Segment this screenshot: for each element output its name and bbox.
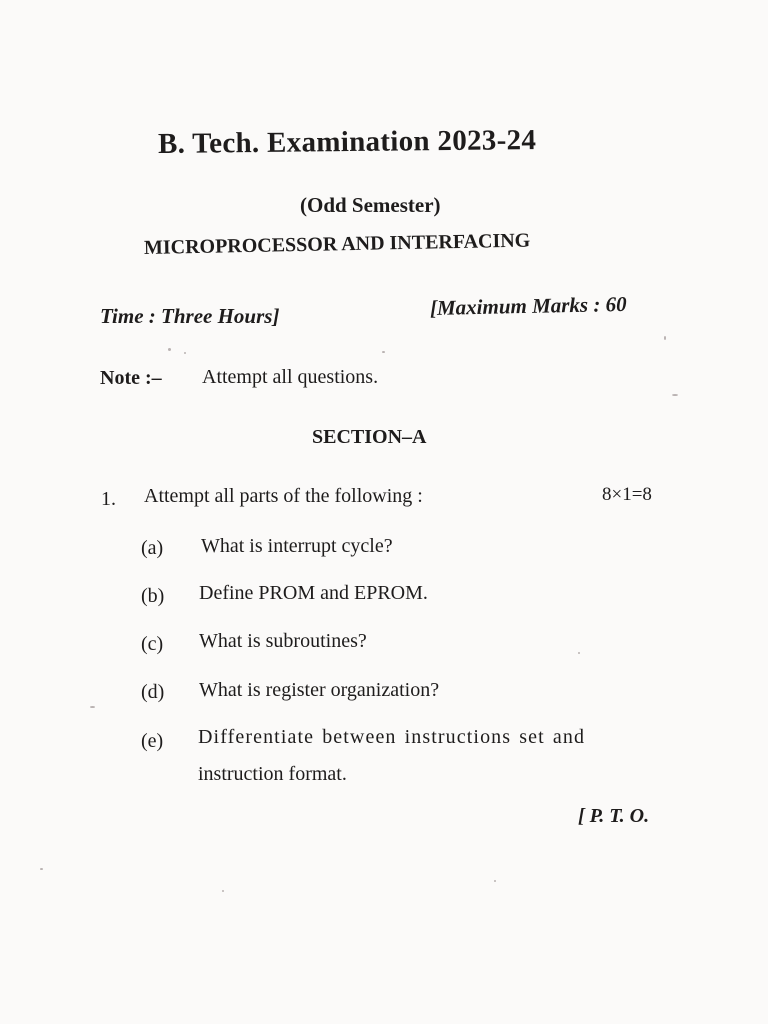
scan-speck bbox=[664, 336, 666, 340]
scan-speck bbox=[90, 706, 95, 708]
question-marks: 8×1=8 bbox=[602, 484, 652, 505]
please-turn-over: [ P. T. O. bbox=[578, 805, 650, 827]
section-title: SECTION–A bbox=[312, 426, 427, 448]
scan-speck bbox=[222, 890, 224, 892]
subject-title: MICROPROCESSOR AND INTERFACING bbox=[143, 229, 531, 259]
question-number: 1. bbox=[101, 488, 116, 510]
time-duration: Time : Three Hours] bbox=[100, 304, 280, 328]
scan-speck bbox=[494, 880, 496, 882]
scan-speck bbox=[578, 652, 580, 654]
semester-label: (Odd Semester) bbox=[300, 193, 441, 217]
part-a-text: What is interrupt cycle? bbox=[201, 535, 393, 557]
scan-speck bbox=[382, 351, 385, 353]
note-label: Note :– bbox=[100, 367, 162, 389]
scan-speck bbox=[672, 394, 678, 396]
part-c-text: What is subroutines? bbox=[199, 630, 367, 652]
part-b-text: Define PROM and EPROM. bbox=[199, 582, 428, 604]
part-b-label: (b) bbox=[141, 585, 165, 607]
question-instruction: Attempt all parts of the following : bbox=[144, 485, 423, 507]
exam-title: B. Tech. Examination 2023-24 bbox=[157, 124, 537, 160]
part-e-label: (e) bbox=[141, 730, 164, 752]
scan-speck bbox=[168, 348, 171, 351]
note-text: Attempt all questions. bbox=[202, 366, 379, 388]
part-e-text-continued: instruction format. bbox=[198, 763, 347, 785]
maximum-marks: [Maximum Marks : 60 bbox=[429, 291, 627, 320]
part-c-label: (c) bbox=[141, 633, 164, 655]
scan-speck bbox=[184, 352, 186, 354]
scan-speck bbox=[40, 868, 43, 870]
part-e-text: Differentiate between instructions set and bbox=[198, 726, 586, 748]
part-d-text: What is register organization? bbox=[199, 679, 440, 701]
part-a-label: (a) bbox=[141, 537, 164, 559]
part-d-label: (d) bbox=[141, 681, 165, 703]
